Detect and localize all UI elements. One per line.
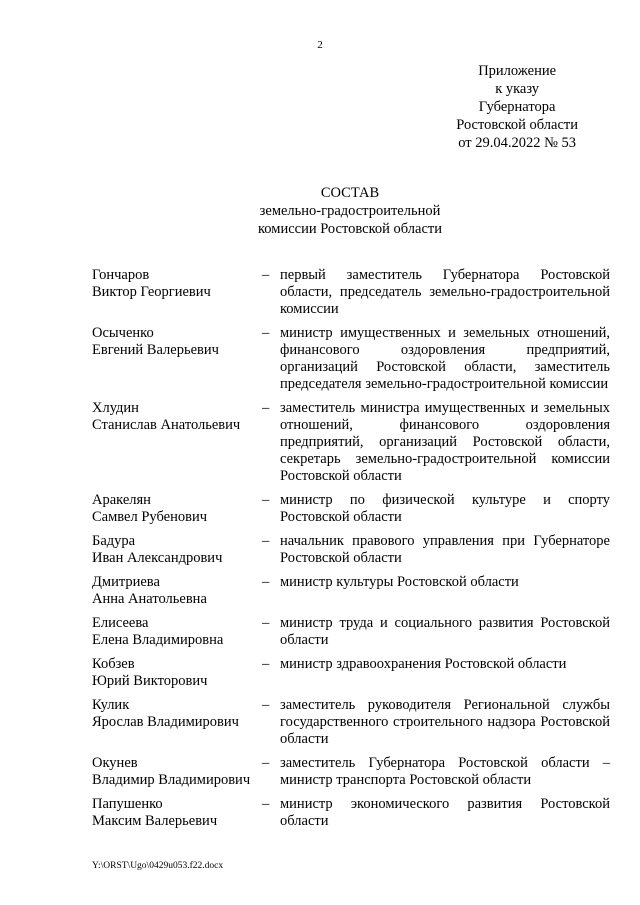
member-role: министр труда и социального развития Ростовской области: [280, 615, 610, 648]
member-role: заместитель Губернатора Ростовской области – министр транспорта Ростовской области: [280, 755, 610, 788]
dash-separator: –: [262, 796, 270, 812]
member-given-name: Максим Валерьевич: [92, 813, 218, 829]
member-name: [92, 492, 262, 526]
member-name: [92, 796, 262, 830]
dash-separator: –: [262, 533, 270, 549]
member-given-name: Станислав Анатольевич: [92, 417, 241, 433]
member-role: первый заместитель Губернатора Ростовской области, председатель земельно-градостроительной комиссии: [280, 267, 610, 317]
member-role: министр имущественных и земельных отношений, финансового оздоровления предприятий, организаций Ростовской области, заместитель председателя земельно-градостроительной комиссии: [280, 325, 610, 392]
member-role: министр по физической культуре и спорту Ростовской области: [280, 492, 610, 525]
member-name: [92, 615, 262, 649]
title-line: комиссии Ростовской области: [258, 221, 442, 237]
member-row: [92, 755, 610, 789]
member-row: [92, 615, 610, 649]
member-given-name: Самвел Рубенович: [92, 509, 207, 525]
member-row: [92, 325, 610, 393]
member-row: [92, 656, 610, 690]
dash-separator: –: [262, 325, 270, 341]
member-row: [92, 400, 610, 485]
member-name: [92, 697, 262, 731]
member-role: начальник правового управления при Губернаторе Ростовской области: [280, 533, 610, 566]
member-name: [92, 533, 262, 567]
appendix-line: Приложение: [478, 63, 557, 79]
dash-separator: –: [262, 574, 270, 590]
member-given-name: Виктор Георгиевич: [92, 284, 211, 300]
member-role: министр культуры Ростовской области: [280, 574, 519, 590]
member-surname: Кулик: [92, 697, 130, 713]
member-surname: Окунев: [92, 755, 138, 771]
member-role: министр экономического развития Ростовской области: [280, 796, 610, 829]
member-row: [92, 267, 610, 318]
member-role: заместитель министра имущественных и земельных отношений, финансового оздоровления предприятий, организаций Ростовской области, секретарь земельно-градостроительной комиссии Ростовской области: [280, 400, 610, 484]
member-surname: Дмитриева: [92, 574, 160, 590]
appendix-line: от 29.04.2022 № 53: [458, 135, 577, 151]
member-given-name: Анна Анатольевна: [92, 591, 207, 607]
member-name: [92, 325, 262, 359]
appendix-line: к указу: [495, 81, 540, 97]
member-surname: Бадура: [92, 533, 136, 549]
dash-separator: –: [262, 697, 270, 713]
member-surname: Кобзев: [92, 656, 135, 672]
document-title: [0, 184, 640, 238]
member-role: заместитель руководителя Региональной службы государственного строительного надзора Ростовской области: [280, 697, 610, 747]
commission-roster: [92, 267, 610, 837]
member-row: [92, 697, 610, 748]
appendix-block: [456, 62, 578, 152]
member-name: [92, 574, 262, 608]
file-path-footer: Y:\ORST\Ugo\0429u053.f22.docx: [92, 861, 224, 871]
member-given-name: Евгений Валерьевич: [92, 342, 219, 358]
member-surname: Аракелян: [92, 492, 151, 508]
title-heading: СОСТАВ: [320, 185, 380, 201]
member-row: [92, 492, 610, 526]
dash-separator: –: [262, 267, 270, 283]
member-name: [92, 400, 262, 434]
member-surname: Елисеева: [92, 615, 149, 631]
member-role: министр здравоохранения Ростовской области: [280, 656, 567, 672]
member-given-name: Владимир Владимирович: [92, 772, 251, 788]
dash-separator: –: [262, 755, 270, 771]
member-given-name: Иван Александрович: [92, 550, 223, 566]
appendix-line: Губернатора: [478, 99, 556, 115]
page-number: 2: [317, 39, 323, 51]
member-surname: Хлудин: [92, 400, 139, 416]
member-given-name: Елена Владимировна: [92, 632, 224, 648]
appendix-line: Ростовской области: [456, 117, 578, 133]
member-given-name: Ярослав Владимирович: [92, 714, 239, 730]
member-surname: Осыченко: [92, 325, 154, 341]
title-line: земельно-градостроительной: [259, 203, 441, 219]
member-surname: Гончаров: [92, 267, 150, 283]
member-row: [92, 574, 610, 608]
member-name: [92, 656, 262, 690]
dash-separator: –: [262, 400, 270, 416]
member-row: [92, 533, 610, 567]
member-row: [92, 796, 610, 830]
member-name: [92, 267, 262, 301]
dash-separator: –: [262, 492, 270, 508]
dash-separator: –: [262, 615, 270, 631]
member-given-name: Юрий Викторович: [92, 673, 208, 689]
dash-separator: –: [262, 656, 270, 672]
member-surname: Папушенко: [92, 796, 163, 812]
member-name: [92, 755, 262, 789]
